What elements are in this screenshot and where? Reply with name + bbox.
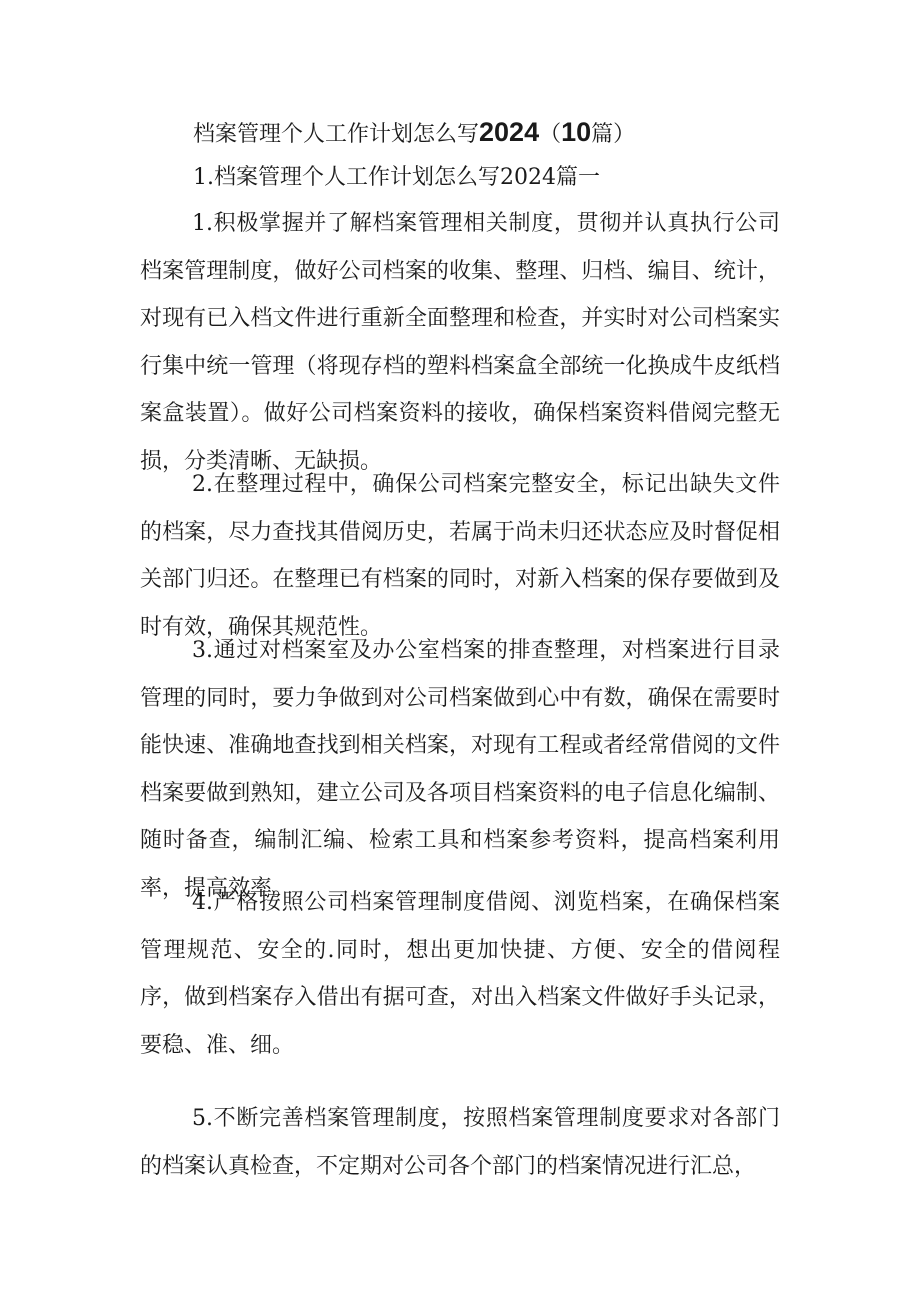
section-heading: 1.档案管理个人工作计划怎么写2024篇一 <box>193 165 600 190</box>
title-count: 10 <box>561 117 592 147</box>
paragraph-4: 4.严格按照公司档案管理制度借阅、浏览档案，在确保档案管理规范、安全的.同时，想出更加快捷、方便、安全的借阅程序，做到档案存入借出有据可查，对出入档案文件做好手头记录，要稳、准、细。 <box>140 890 780 1058</box>
title-year: 2024 <box>479 117 540 147</box>
paragraph-3: 3.通过对档案室及办公室档案的排查整理，对档案进行目录管理的同时，要力争做到对公司档案做到心中有数，确保在需要时能快速、准确地查找到相关档案，对现有工程或者经常借阅的文件档案要做到熟知，建立公司及各项目档案资料的电子信息化编制、随时备查，编制汇编、检索工具和档案参考资料，提高档案利用率，提高效率。 <box>140 638 780 901</box>
title-suffix: 篇） <box>591 122 636 147</box>
paragraph-1: 1.积极掌握并了解档案管理相关制度，贯彻并认真执行公司档案管理制度，做好公司档案的收集、整理、归档、编目、统计，对现有已入档文件进行重新全面整理和检查，并实时对公司档案实行集中统一管理（将现存档的塑料档案盒全部统一化换成牛皮纸档案盒装置）。做好公司档案资料的接收，确保档案资料借阅完整无损，分类清晰、无缺损。 <box>140 211 780 474</box>
paragraph-2: 2.在整理过程中，确保公司档案完整安全，标记出缺失文件的档案，尽力查找其借阅历史，若属于尚未归还状态应及时督促相关部门归还。在整理已有档案的同时，对新入档案的保存要做到及时有效，确保其规范性。 <box>140 472 780 640</box>
title-open-paren: （ <box>539 122 562 147</box>
paragraph-5: 5.不断完善档案管理制度，按照档案管理制度要求对各部门的档案认真检查，不定期对公司各个部门的档案情况进行汇总， <box>140 1106 780 1179</box>
title-prefix: 档案管理个人工作计划怎么写 <box>193 122 480 147</box>
document-title <box>193 112 635 155</box>
